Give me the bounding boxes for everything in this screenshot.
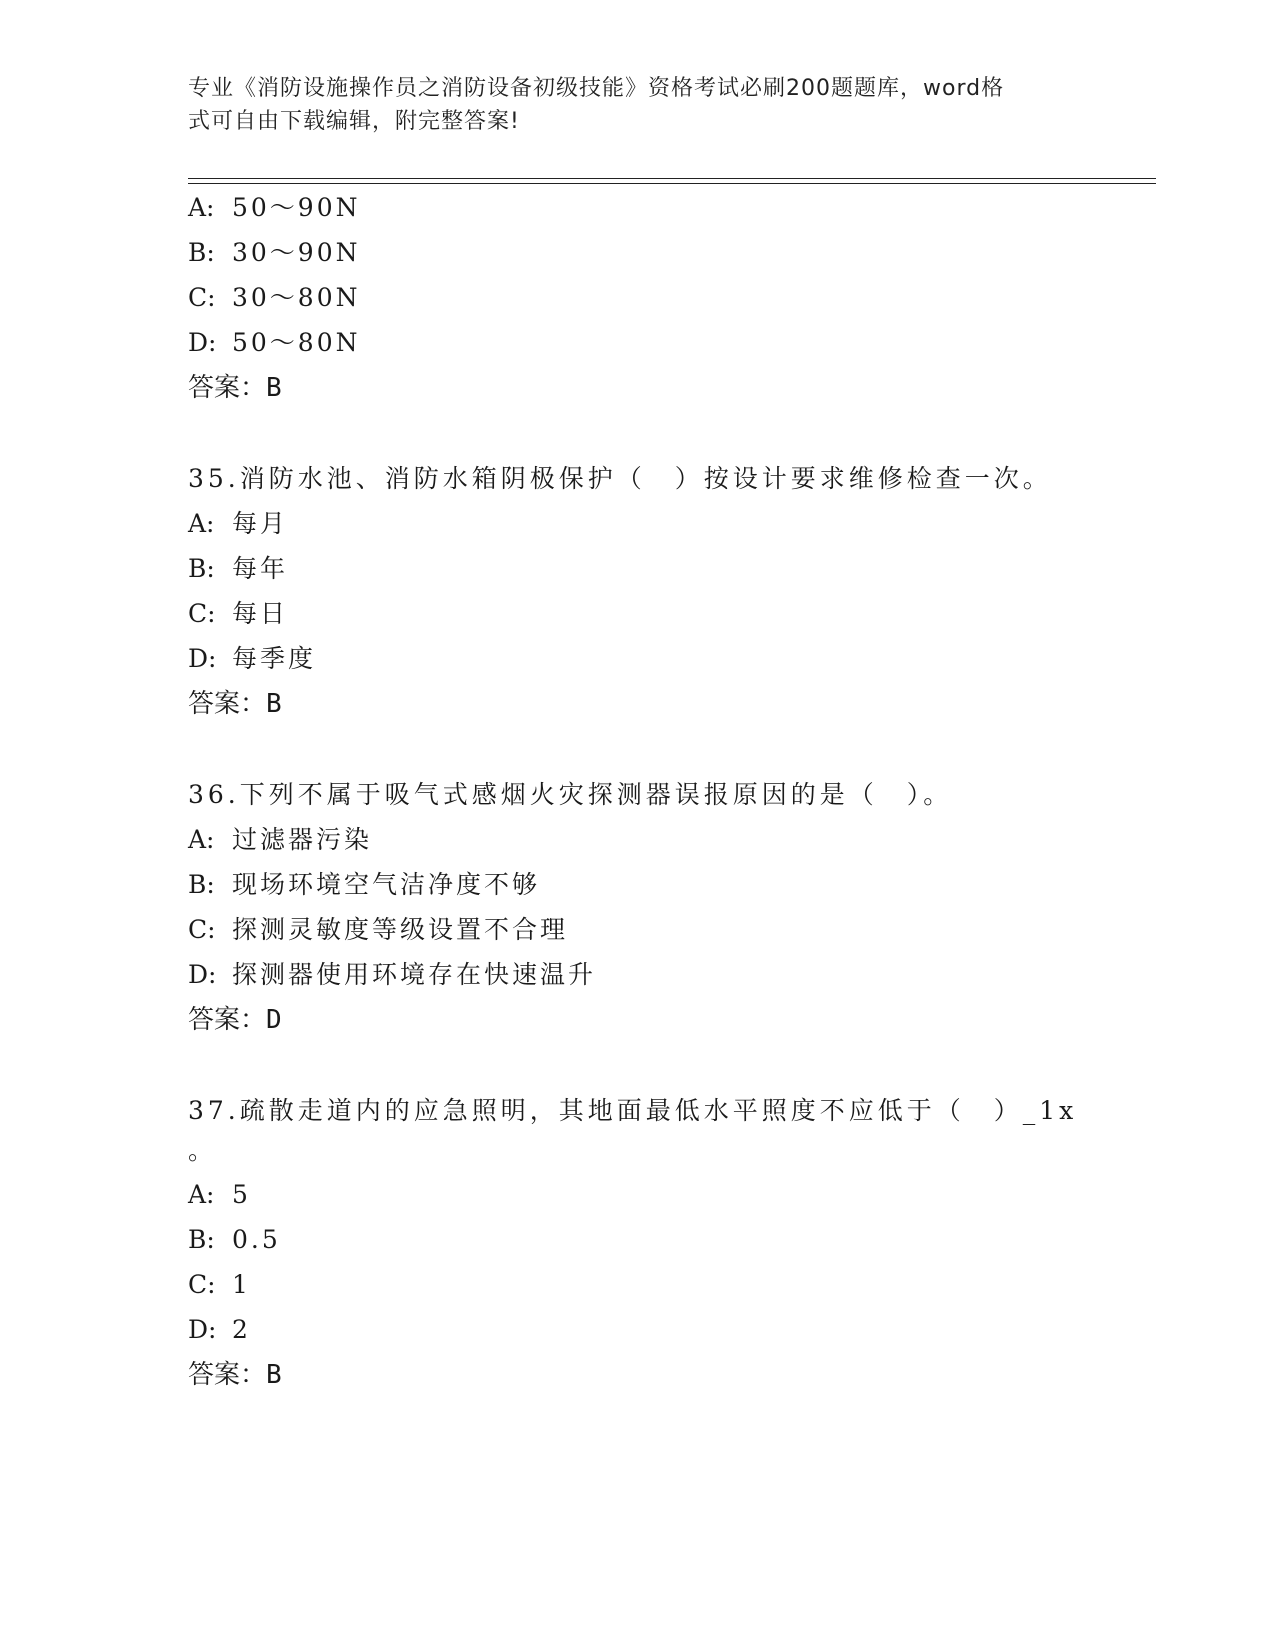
option-text: 0.5: [232, 1225, 281, 1254]
option-text: 50～80N: [232, 328, 361, 357]
option-a: [188, 509, 288, 539]
option-label: C:: [188, 1270, 216, 1299]
answer-line: [188, 1005, 282, 1035]
option-text: 探测器使用环境存在快速温升: [232, 960, 597, 989]
option-b: [188, 554, 288, 584]
option-label: B:: [188, 1225, 215, 1254]
option-text: 30～80N: [232, 283, 361, 312]
option-text: 每日: [232, 599, 289, 628]
option-text: 现场环境空气洁净度不够: [232, 870, 541, 899]
option-text: 30～90N: [232, 238, 361, 267]
option-b: [188, 238, 361, 268]
answer-line: [188, 1360, 282, 1390]
option-label: B:: [188, 554, 215, 583]
option-label: D:: [188, 644, 217, 673]
option-text: 2: [232, 1315, 251, 1344]
question-37: [188, 1096, 1077, 1126]
option-c: [188, 599, 288, 629]
option-text: 1: [232, 1270, 251, 1299]
option-label: B:: [188, 870, 215, 899]
option-b: [188, 1225, 281, 1255]
answer-label: 答案：: [188, 689, 267, 719]
header-divider-bottom: [188, 183, 1156, 184]
option-text: 5: [232, 1180, 251, 1209]
header-line-2: 式可自由下载编辑，附完整答案!: [188, 109, 520, 134]
question-35: [188, 464, 1052, 494]
option-d: [188, 328, 361, 358]
question-text: 35.消防水池、消防水箱阴极保护（ ）按设计要求维修检查一次。: [188, 464, 1052, 493]
document-header: [188, 72, 1068, 138]
option-text: 探测灵敏度等级设置不合理: [232, 915, 569, 944]
option-label: C:: [188, 915, 216, 944]
option-c: [188, 283, 361, 313]
question-text: 。: [188, 1136, 218, 1165]
option-text: 50～90N: [232, 193, 361, 222]
option-a: [188, 193, 361, 223]
option-label: A:: [188, 825, 215, 854]
option-c: [188, 1270, 251, 1300]
option-d: [188, 1315, 251, 1345]
answer-label: 答案：: [188, 1005, 267, 1035]
answer-value: B: [266, 373, 282, 403]
option-label: A:: [188, 193, 215, 222]
answer-value: D: [266, 1005, 282, 1035]
option-label: D:: [188, 328, 217, 357]
answer-value: B: [266, 1360, 282, 1390]
question-text: 36.下列不属于吸气式感烟火灾探测器误报原因的是（ ）。: [188, 780, 953, 809]
option-text: 过滤器污染: [232, 825, 373, 854]
option-label: D:: [188, 960, 217, 989]
option-text: 每年: [232, 554, 289, 583]
option-b: [188, 870, 540, 900]
question-text: 37.疏散走道内的应急照明，其地面最低水平照度不应低于（ ）_1x: [188, 1096, 1078, 1125]
option-a: [188, 1180, 251, 1210]
answer-line: [188, 373, 282, 403]
question-36: [188, 780, 952, 810]
option-label: C:: [188, 283, 216, 312]
option-c: [188, 915, 568, 945]
option-d: [188, 960, 596, 990]
option-d: [188, 644, 316, 674]
option-label: C:: [188, 599, 216, 628]
option-label: A:: [188, 1180, 215, 1209]
header-divider-top: [188, 178, 1156, 179]
answer-value: B: [266, 689, 282, 719]
option-label: A:: [188, 509, 215, 538]
question-37-continuation: [188, 1136, 217, 1166]
answer-line: [188, 689, 282, 719]
answer-label: 答案：: [188, 373, 267, 403]
answer-label: 答案：: [188, 1360, 267, 1390]
option-label: B:: [188, 238, 215, 267]
header-line-1: 专业《消防设施操作员之消防设备初级技能》资格考试必刷200题题库，word格: [188, 76, 1005, 101]
option-text: 每季度: [232, 644, 317, 673]
option-text: 每月: [232, 509, 289, 538]
option-label: D:: [188, 1315, 217, 1344]
option-a: [188, 825, 372, 855]
